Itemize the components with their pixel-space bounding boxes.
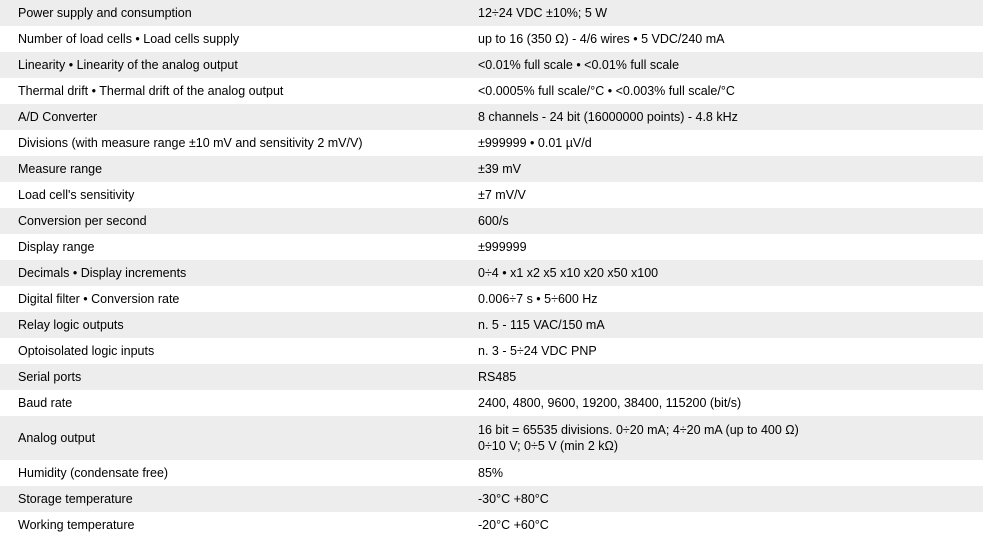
spec-value: n. 5 - 115 VAC/150 mA bbox=[470, 312, 983, 338]
table-row bbox=[0, 26, 983, 52]
spec-value: 2400, 4800, 9600, 19200, 38400, 115200 (bit/s) bbox=[470, 390, 983, 416]
table-row bbox=[0, 260, 983, 286]
spec-value: -30°C +80°C bbox=[470, 486, 983, 512]
spec-label: Analog output bbox=[0, 416, 470, 460]
spec-value: 0÷4 • x1 x2 x5 x10 x20 x50 x100 bbox=[470, 260, 983, 286]
spec-label: Number of load cells • Load cells supply bbox=[0, 26, 470, 52]
spec-value: <0.0005% full scale/°C • <0.003% full scale/°C bbox=[470, 78, 983, 104]
table-row bbox=[0, 512, 983, 538]
spec-value: 8 channels - 24 bit (16000000 points) - 4.8 kHz bbox=[470, 104, 983, 130]
table-row bbox=[0, 104, 983, 130]
spec-value: ±999999 • 0.01 µV/d bbox=[470, 130, 983, 156]
table-row bbox=[0, 234, 983, 260]
table-row bbox=[0, 486, 983, 512]
spec-label: Humidity (condensate free) bbox=[0, 460, 470, 486]
spec-label: Optoisolated logic inputs bbox=[0, 338, 470, 364]
spec-label: Linearity • Linearity of the analog output bbox=[0, 52, 470, 78]
table-row bbox=[0, 52, 983, 78]
table-row bbox=[0, 78, 983, 104]
spec-label: Thermal drift • Thermal drift of the analog output bbox=[0, 78, 470, 104]
table-row bbox=[0, 130, 983, 156]
spec-value: up to 16 (350 Ω) - 4/6 wires • 5 VDC/240 mA bbox=[470, 26, 983, 52]
spec-value bbox=[470, 416, 983, 460]
table-row bbox=[0, 208, 983, 234]
table-row bbox=[0, 390, 983, 416]
spec-label: Storage temperature bbox=[0, 486, 470, 512]
spec-value: 85% bbox=[470, 460, 983, 486]
spec-value: 600/s bbox=[470, 208, 983, 234]
spec-value: RS485 bbox=[470, 364, 983, 390]
table-row bbox=[0, 286, 983, 312]
spec-value: 12÷24 VDC ±10%; 5 W bbox=[470, 0, 983, 26]
spec-value: n. 3 - 5÷24 VDC PNP bbox=[470, 338, 983, 364]
spec-label: Relay logic outputs bbox=[0, 312, 470, 338]
spec-value: ±999999 bbox=[470, 234, 983, 260]
spec-label: Measure range bbox=[0, 156, 470, 182]
spec-label: Serial ports bbox=[0, 364, 470, 390]
table-row bbox=[0, 156, 983, 182]
spec-value: ±7 mV/V bbox=[470, 182, 983, 208]
spec-label: Load cell's sensitivity bbox=[0, 182, 470, 208]
spec-label: Divisions (with measure range ±10 mV and sensitivity 2 mV/V) bbox=[0, 130, 470, 156]
table-row bbox=[0, 460, 983, 486]
spec-label: Decimals • Display increments bbox=[0, 260, 470, 286]
spec-value-line-2: 0÷10 V; 0÷5 V (min 2 kΩ) bbox=[478, 439, 619, 453]
table-row bbox=[0, 416, 983, 460]
spec-label: Working temperature bbox=[0, 512, 470, 538]
spec-value: 0.006÷7 s • 5÷600 Hz bbox=[470, 286, 983, 312]
table-row bbox=[0, 0, 983, 26]
table-row bbox=[0, 312, 983, 338]
spec-label: Display range bbox=[0, 234, 470, 260]
spec-value: -20°C +60°C bbox=[470, 512, 983, 538]
spec-value-line-1: 16 bit = 65535 divisions. 0÷20 mA; 4÷20 mA (up to 400 Ω) bbox=[478, 423, 799, 437]
table-row bbox=[0, 182, 983, 208]
spec-label: A/D Converter bbox=[0, 104, 470, 130]
spec-label: Power supply and consumption bbox=[0, 0, 470, 26]
spec-label: Conversion per second bbox=[0, 208, 470, 234]
table-row bbox=[0, 338, 983, 364]
spec-label: Baud rate bbox=[0, 390, 470, 416]
spec-value: <0.01% full scale • <0.01% full scale bbox=[470, 52, 983, 78]
spec-value: ±39 mV bbox=[470, 156, 983, 182]
table-row bbox=[0, 364, 983, 390]
spec-label: Digital filter • Conversion rate bbox=[0, 286, 470, 312]
